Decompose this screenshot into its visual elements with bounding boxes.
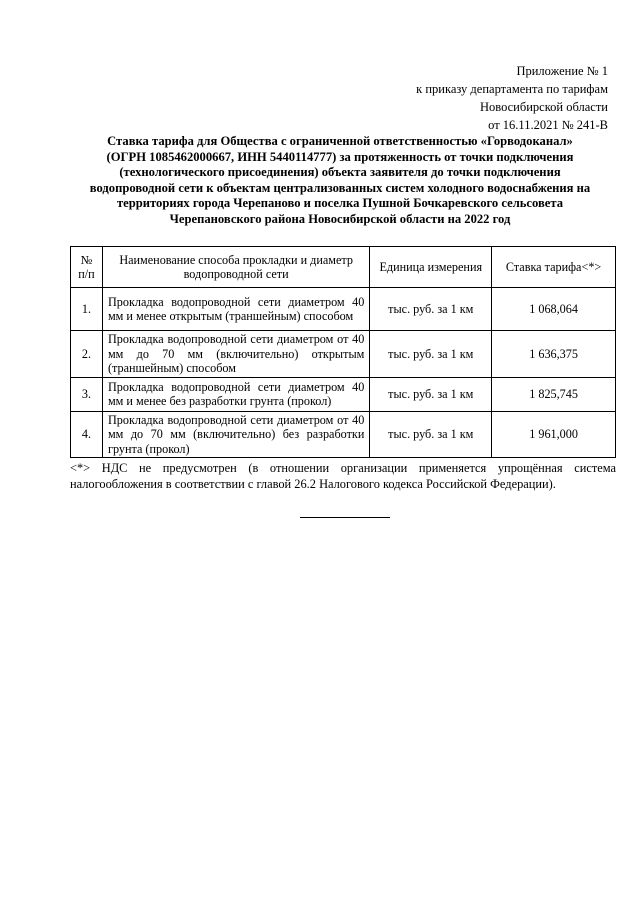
- row-rate: 1 068,064: [492, 288, 616, 331]
- row-rate: 1 961,000: [492, 411, 616, 458]
- title-line: Ставка тарифа для Общества с ограниченной ответственностью «Горводоканал»: [107, 134, 573, 148]
- header-unit: Единица измерения: [370, 247, 492, 288]
- header-line: Новосибирской области: [479, 100, 608, 114]
- tariff-table: [70, 246, 616, 458]
- row-rate: 1 636,375: [492, 331, 616, 378]
- row-description: Прокладка водопроводной сети диаметром от 40 мм до 70 мм (включительно) без разработки грунта (прокол): [102, 411, 369, 458]
- table-row: [71, 331, 616, 378]
- appendix-header: [416, 62, 608, 134]
- row-description: Прокладка водопроводной сети диаметром 40 мм и менее без разработки грунта (прокол): [102, 377, 369, 411]
- row-num: 3.: [71, 377, 103, 411]
- header-description: Наименование способа прокладки и диаметр водопроводной сети: [102, 247, 369, 288]
- header-num: № п/п: [71, 247, 103, 288]
- table-row: [71, 411, 616, 458]
- row-num: 4.: [71, 411, 103, 458]
- table-row: [71, 377, 616, 411]
- header-rate: Ставка тарифа<*>: [492, 247, 616, 288]
- separator-line: [300, 517, 390, 518]
- header-line: от 16.11.2021 № 241-В: [488, 118, 608, 132]
- vat-footnote: <*> НДС не предусмотрен (в отношении организации применяется упрощённая система налогообложения в соответствии с главой 26.2 Налогового кодекса Российской Федерации).: [70, 461, 616, 491]
- table-header-row: [71, 247, 616, 288]
- row-unit: тыс. руб. за 1 км: [370, 288, 492, 331]
- table-row: [71, 288, 616, 331]
- title-line: (ОГРН 1085462000667, ИНН 5440114777) за протяженность от точки подключения: [106, 149, 574, 164]
- row-num: 2.: [71, 331, 103, 378]
- title-line: (технологического присоединения) объекта заявителя до точки подключения: [119, 165, 561, 179]
- title-line: водопроводной сети к объектам централизованных систем холодного водоснабжения на: [89, 180, 591, 195]
- row-rate: 1 825,745: [492, 377, 616, 411]
- header-line: к приказу департамента по тарифам: [416, 82, 608, 96]
- row-description: Прокладка водопроводной сети диаметром 40 мм и менее открытым (траншейным) способом: [102, 288, 369, 331]
- row-unit: тыс. руб. за 1 км: [370, 331, 492, 378]
- row-unit: тыс. руб. за 1 км: [370, 411, 492, 458]
- row-num: 1.: [71, 288, 103, 331]
- row-description: Прокладка водопроводной сети диаметром от 40 мм до 70 мм (включительно) открытым (траншейным) способом: [102, 331, 369, 378]
- header-line: Приложение № 1: [516, 64, 608, 78]
- title-line: Черепановского района Новосибирской области на 2022 год: [169, 211, 511, 226]
- title-line: территориях города Черепаново и поселка Пушной Бочкаревского сельсовета: [116, 196, 564, 210]
- row-unit: тыс. руб. за 1 км: [370, 377, 492, 411]
- document-title: [70, 134, 610, 227]
